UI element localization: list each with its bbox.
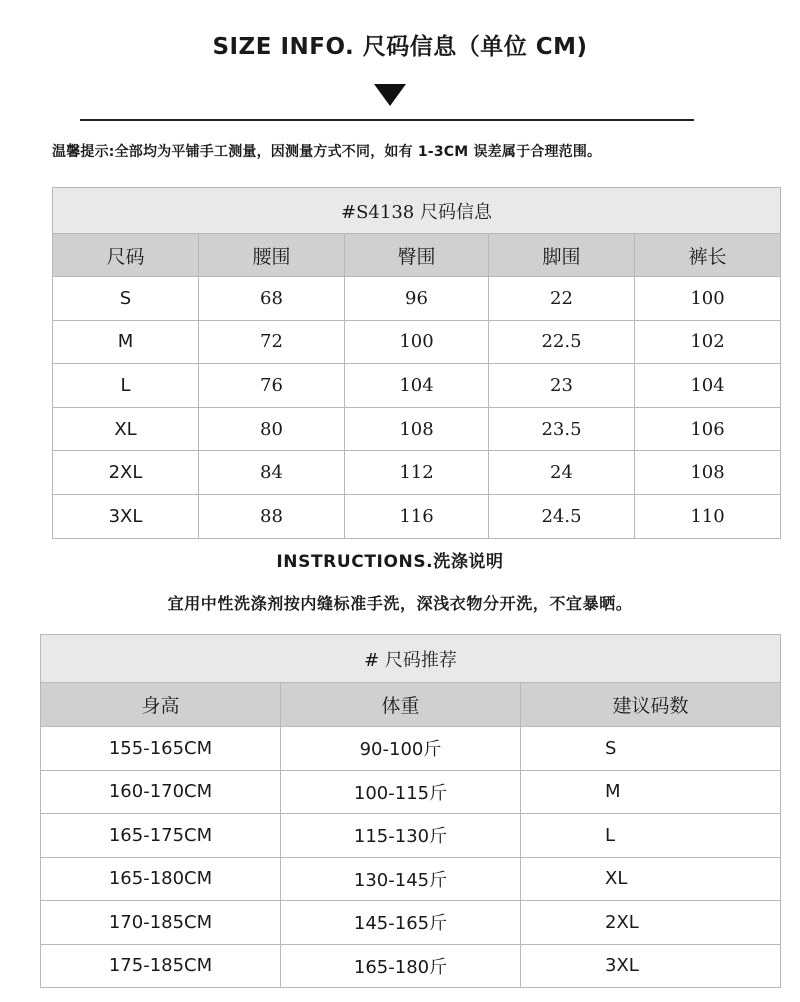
recommended-size-cell: 3XL [521,944,781,988]
hip-cell: 116 [345,494,489,538]
weight-cell: 115-130斤 [281,814,521,858]
table-row [53,277,781,321]
waist-cell: 68 [199,277,345,321]
size-info-table [52,187,781,539]
hip-cell: 100 [345,320,489,364]
column-header-waist: 腰围 [199,234,345,277]
column-header-hip: 臀围 [345,234,489,277]
hip-cell: 108 [345,407,489,451]
leg-opening-cell: 22 [489,277,635,321]
height-cell: 155-165CM [41,727,281,771]
table-row [53,494,781,538]
leg-opening-cell: 23 [489,364,635,408]
hip-cell: 96 [345,277,489,321]
measurement-tip: 温馨提示:全部均为平铺手工测量，因测量方式不同，如有 1-3CM 误差属于合理范围。 [52,144,602,160]
title-divider [80,119,694,121]
column-header-length: 裤长 [635,234,781,277]
waist-cell: 88 [199,494,345,538]
table-row [53,364,781,408]
length-cell: 102 [635,320,781,364]
instructions-text: 宜用中性洗涤剂按内缝标准手洗，深浅衣物分开洗，不宜暴晒。 [167,594,633,613]
size-cell: 2XL [53,451,199,495]
size-table-title: #S4138 尺码信息 [53,188,781,234]
height-cell: 165-180CM [41,857,281,901]
height-cell: 175-185CM [41,944,281,988]
leg-opening-cell: 24 [489,451,635,495]
down-arrow-icon [374,84,406,106]
table-row [41,814,781,858]
length-cell: 100 [635,277,781,321]
length-cell: 110 [635,494,781,538]
column-header-size: 尺码 [53,234,199,277]
column-header-weight: 体重 [281,683,521,727]
waist-cell: 84 [199,451,345,495]
size-cell: M [53,320,199,364]
recommended-size-cell: S [521,727,781,771]
weight-cell: 145-165斤 [281,901,521,945]
column-header-recommended-size: 建议码数 [521,683,781,727]
table-row [53,451,781,495]
waist-cell: 72 [199,320,345,364]
table-row [41,770,781,814]
length-cell: 104 [635,364,781,408]
table-row [41,901,781,945]
weight-cell: 165-180斤 [281,944,521,988]
hip-cell: 112 [345,451,489,495]
recommended-size-cell: 2XL [521,901,781,945]
hip-cell: 104 [345,364,489,408]
table-row [41,857,781,901]
column-header-height: 身高 [41,683,281,727]
size-cell: L [53,364,199,408]
table-row [41,727,781,771]
weight-cell: 90-100斤 [281,727,521,771]
leg-opening-cell: 22.5 [489,320,635,364]
leg-opening-cell: 24.5 [489,494,635,538]
size-recommendation-table [40,634,781,988]
instructions-title: INSTRUCTIONS.洗涤说明 [276,552,504,572]
column-header-leg-opening: 脚围 [489,234,635,277]
height-cell: 165-175CM [41,814,281,858]
leg-opening-cell: 23.5 [489,407,635,451]
size-cell: S [53,277,199,321]
page-title: SIZE INFO. 尺码信息（单位 CM) [212,34,588,60]
height-cell: 170-185CM [41,901,281,945]
table-row [41,944,781,988]
length-cell: 106 [635,407,781,451]
height-cell: 160-170CM [41,770,281,814]
size-cell: 3XL [53,494,199,538]
weight-cell: 100-115斤 [281,770,521,814]
recommended-size-cell: XL [521,857,781,901]
table-row [53,407,781,451]
waist-cell: 76 [199,364,345,408]
recommended-size-cell: M [521,770,781,814]
length-cell: 108 [635,451,781,495]
recommended-size-cell: L [521,814,781,858]
weight-cell: 130-145斤 [281,857,521,901]
recommend-table-title: # 尺码推荐 [41,635,781,683]
table-row [53,320,781,364]
size-cell: XL [53,407,199,451]
waist-cell: 80 [199,407,345,451]
